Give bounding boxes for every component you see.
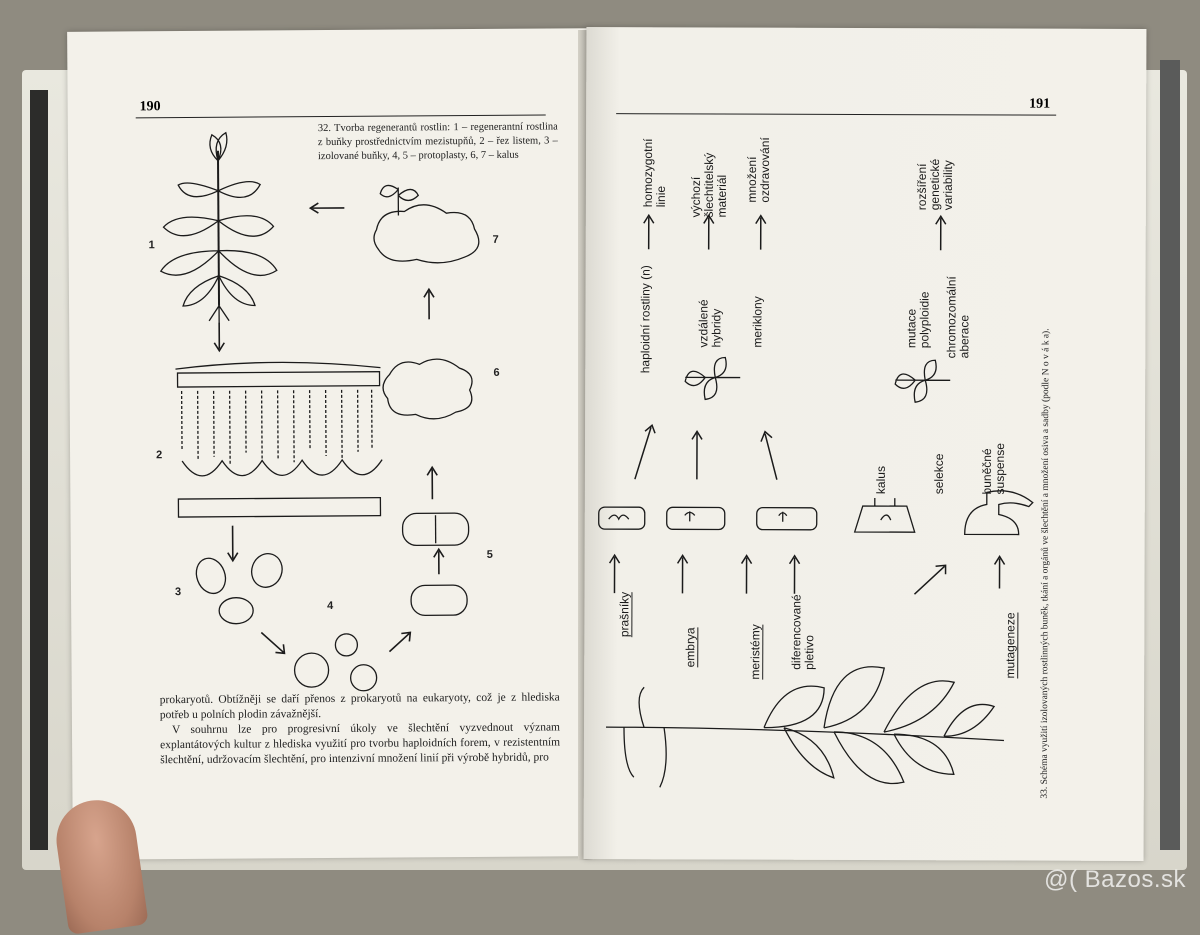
intermediate-label-haploidni-rostliny: haploidní rostliny (n) (638, 265, 653, 374)
culture-flasks (855, 490, 1033, 534)
source-arrows (609, 555, 1004, 594)
callus-drawing (383, 359, 472, 419)
book-spine-strip-right (1160, 60, 1180, 850)
outcome-label-homozygotni-linie: homozygotní linie (640, 138, 668, 208)
intermediate-label-meriklony: meriklony (750, 296, 765, 348)
outcome-label-rozsireni-variability: rozšíření genetické variability (914, 158, 955, 211)
intermediate-label-chromozomalni-aberace: chromozomální aberace (944, 276, 972, 359)
source-label-meristemy: meristémy (748, 624, 763, 680)
isolated-cells-drawing (191, 549, 287, 624)
page-number-right: 191 (1029, 96, 1051, 112)
intermediate-label-mutace-polyploidie: mutace polyploidie (904, 291, 932, 349)
upper-arrows (644, 215, 946, 250)
figure-label-2: 2 (156, 449, 163, 462)
body-paragraph: prokaryotů. Obtížněji se daří přenos z prokaryotů na eukaryoty, což je z hlediska potřeb u polních plodin závažnější. (159, 691, 560, 722)
plantlet-drawings (685, 357, 950, 402)
regenerated-plant-drawing (160, 132, 277, 324)
dividing-protoplast-drawing (402, 513, 469, 615)
figure-label-5: 5 (486, 548, 493, 561)
intermediate-label-vzdalene-hybridy: vzdálené hybridy (696, 299, 724, 348)
book-spine-strip-left (30, 90, 48, 850)
left-page (67, 28, 595, 860)
callus-with-shoot-drawing (374, 185, 479, 263)
source-label-mutageneze: mutageneze (1003, 612, 1018, 679)
page-number-left: 190 (139, 99, 161, 115)
middle-arrows (635, 425, 777, 479)
source-plant-drawing (606, 666, 1004, 789)
body-paragraph: V souhrnu lze pro progresivní úkoly ve šlechtění vyzvednout význam explantátových kultur z hlediska využití pro tvorbu haploidních forem, v rezistentním šlechtění, udržovacím šlechtění, pro intenzivní množení linií při výrobě hybridů, pro (160, 721, 561, 767)
figure-caption-33: 33. Schéma využití izolovaných rostlinných buněk, tkání a orgánů ve šlechtění a množení osiva a sadby (podle N o v á k a). (1039, 328, 1052, 799)
figure-label-3: 3 (174, 586, 182, 599)
left-page-body-text (160, 690, 561, 768)
source-label-diferencovane-pletivo: diferencované pletivo (789, 594, 817, 670)
vessel-label-bunecne-suspense: buněčné suspense (979, 443, 1008, 495)
right-page (584, 27, 1147, 861)
culture-tubes (599, 507, 817, 530)
vessel-label-kalus: kalus (873, 466, 888, 495)
source-label-embrya: embrya (683, 627, 698, 668)
outcome-label-mnozeni-ozdravovani: množení ozdravování (744, 137, 773, 203)
figure-caption-32: 32. Tvorba regenerantů rostlin: 1 – regenerantní rostlina z buňky prostřednictvím mezistupňů, 2 – řez listem, 3 – izolované buňky, 4, 5 – protoplasty, 6, 7 – kalus (317, 121, 558, 163)
outcome-label-vychozi-material: výchozí šlechtitelský materiál (688, 152, 729, 218)
vessel-label-selekce: selekce (931, 453, 946, 495)
figure-label-7: 7 (492, 233, 499, 246)
process-arrows (213, 202, 444, 654)
bazos-watermark: @( Bazos.sk (1044, 866, 1186, 893)
protoplasts-drawing (294, 634, 376, 692)
leaf-cross-section-drawing (175, 362, 382, 517)
source-label-prasniky: prašníky (617, 591, 632, 638)
figure-label-4: 4 (327, 599, 334, 613)
figure-label-6: 6 (493, 366, 500, 379)
figure-label-1: 1 (148, 239, 155, 252)
